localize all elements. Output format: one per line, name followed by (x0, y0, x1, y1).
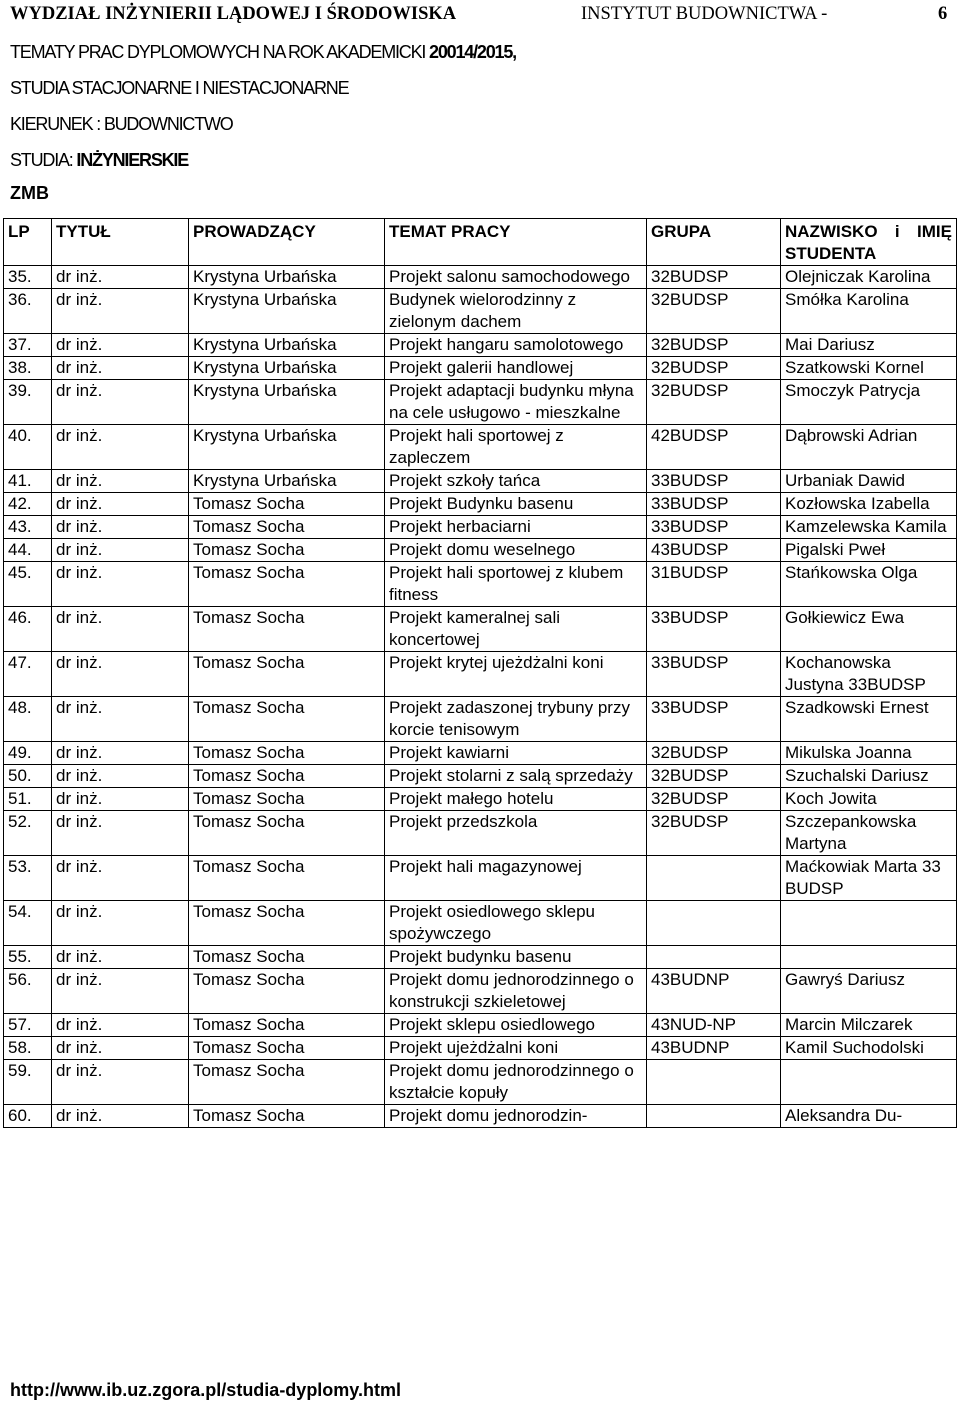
cell-group (647, 946, 781, 969)
cell-student: Kochanowska Justyna 33BUDSP (781, 652, 957, 697)
cell-student: Maćkowiak Marta 33 BUDSP (781, 856, 957, 901)
cell-lp: 56. (4, 969, 52, 1014)
cell-title: dr inż. (52, 765, 189, 788)
cell-student: Stańkowska Olga (781, 562, 957, 607)
cell-topic: Projekt stolarni z salą sprzedaży (385, 765, 647, 788)
cell-supervisor: Tomasz Socha (189, 946, 385, 969)
cell-lp: 36. (4, 289, 52, 334)
cell-group: 32BUDSP (647, 765, 781, 788)
cell-topic: Projekt herbaciarni (385, 516, 647, 539)
cell-lp: 57. (4, 1014, 52, 1037)
cell-lp: 60. (4, 1105, 52, 1128)
faculty-name: WYDZIAŁ INŻYNIERII LĄDOWEJ I ŚRODOWISKA (10, 4, 457, 24)
academic-year: 20014/2015, (429, 42, 516, 62)
cell-lp: 39. (4, 380, 52, 425)
cell-supervisor: Tomasz Socha (189, 1060, 385, 1105)
table-row (4, 1105, 957, 1128)
cell-topic: Projekt domu jednorodzin- (385, 1105, 647, 1128)
cell-topic: Projekt hali sportowej z klubem fitness (385, 562, 647, 607)
heading-level (10, 150, 188, 171)
cell-supervisor: Krystyna Urbańska (189, 425, 385, 470)
table-row (4, 539, 957, 562)
cell-lp: 37. (4, 334, 52, 357)
cell-group: 33BUDSP (647, 652, 781, 697)
cell-lp: 43. (4, 516, 52, 539)
cell-student (781, 1060, 957, 1105)
cell-lp: 44. (4, 539, 52, 562)
cell-student: Olejniczak Karolina (781, 266, 957, 289)
table-row (4, 811, 957, 856)
cell-title: dr inż. (52, 289, 189, 334)
footer-url: http://www.ib.uz.zgora.pl/studia-dyplomy.html (10, 1380, 401, 1400)
cell-group: 43NUD-NP (647, 1014, 781, 1037)
table-row (4, 901, 957, 946)
cell-supervisor: Tomasz Socha (189, 742, 385, 765)
cell-group (647, 1105, 781, 1128)
cell-student: Szuchalski Dariusz (781, 765, 957, 788)
table-row (4, 266, 957, 289)
table-row (4, 697, 957, 742)
cell-title: dr inż. (52, 266, 189, 289)
heading-topics (10, 42, 516, 63)
cell-student: Smoczyk Patrycja (781, 380, 957, 425)
cell-group: 32BUDSP (647, 788, 781, 811)
cell-lp: 42. (4, 493, 52, 516)
heading-field: KIERUNEK : BUDOWNICTWO (10, 114, 233, 134)
cell-supervisor: Krystyna Urbańska (189, 380, 385, 425)
cell-student: Szatkowski Kornel (781, 357, 957, 380)
cell-title: dr inż. (52, 380, 189, 425)
cell-lp: 38. (4, 357, 52, 380)
cell-topic: Projekt małego hotelu (385, 788, 647, 811)
cell-student: Szczepankowska Martyna (781, 811, 957, 856)
cell-lp: 35. (4, 266, 52, 289)
cell-topic: Projekt osiedlowego sklepu spożywczego (385, 901, 647, 946)
cell-group: 32BUDSP (647, 811, 781, 856)
cell-topic: Projekt zadaszonej trybuny przy korcie tenisowym (385, 697, 647, 742)
table-row (4, 946, 957, 969)
cell-group: 32BUDSP (647, 380, 781, 425)
heading-study-mode: STUDIA STACJONARNE I NIESTACJONARNE (10, 78, 349, 98)
table-row (4, 380, 957, 425)
table-row (4, 357, 957, 380)
cell-group: 43BUDNP (647, 1037, 781, 1060)
table-row (4, 856, 957, 901)
cell-topic: Projekt hali magazynowej (385, 856, 647, 901)
cell-student: Kozłowska Izabella (781, 493, 957, 516)
cell-lp: 58. (4, 1037, 52, 1060)
cell-group: 42BUDSP (647, 425, 781, 470)
cell-title: dr inż. (52, 425, 189, 470)
cell-title: dr inż. (52, 901, 189, 946)
cell-supervisor: Krystyna Urbańska (189, 266, 385, 289)
cell-lp: 49. (4, 742, 52, 765)
cell-supervisor: Tomasz Socha (189, 652, 385, 697)
cell-title: dr inż. (52, 470, 189, 493)
col-header-supervisor: PROWADZĄCY (189, 219, 385, 266)
cell-group: 32BUDSP (647, 334, 781, 357)
cell-supervisor: Tomasz Socha (189, 607, 385, 652)
cell-supervisor: Tomasz Socha (189, 1037, 385, 1060)
table-row (4, 607, 957, 652)
cell-group: 32BUDSP (647, 742, 781, 765)
cell-topic: Projekt budynku basenu (385, 946, 647, 969)
cell-lp: 46. (4, 607, 52, 652)
table-row (4, 1060, 957, 1105)
cell-lp: 41. (4, 470, 52, 493)
cell-topic: Projekt kawiarni (385, 742, 647, 765)
cell-group (647, 901, 781, 946)
page-header (10, 4, 955, 26)
cell-student: Aleksandra Du- (781, 1105, 957, 1128)
cell-topic: Projekt krytej ujeżdżalni koni (385, 652, 647, 697)
cell-student: Gawryś Dariusz (781, 969, 957, 1014)
cell-title: dr inż. (52, 493, 189, 516)
cell-title: dr inż. (52, 334, 189, 357)
table-row (4, 425, 957, 470)
cell-topic: Projekt sklepu osiedlowego (385, 1014, 647, 1037)
cell-group: 33BUDSP (647, 470, 781, 493)
cell-student: Kamzelewska Kamila (781, 516, 957, 539)
table-row (4, 1037, 957, 1060)
cell-supervisor: Tomasz Socha (189, 539, 385, 562)
cell-supervisor: Tomasz Socha (189, 1105, 385, 1128)
cell-lp: 59. (4, 1060, 52, 1105)
cell-group (647, 856, 781, 901)
cell-student: Gołkiewicz Ewa (781, 607, 957, 652)
table-row (4, 1014, 957, 1037)
cell-topic: Projekt szkoły tańca (385, 470, 647, 493)
cell-student: Szadkowski Ernest (781, 697, 957, 742)
table-row (4, 562, 957, 607)
cell-title: dr inż. (52, 946, 189, 969)
cell-supervisor: Tomasz Socha (189, 562, 385, 607)
cell-title: dr inż. (52, 742, 189, 765)
cell-group: 33BUDSP (647, 516, 781, 539)
cell-group: 31BUDSP (647, 562, 781, 607)
table-row (4, 788, 957, 811)
cell-student: Urbaniak Dawid (781, 470, 957, 493)
cell-title: dr inż. (52, 562, 189, 607)
cell-student: Mikulska Joanna (781, 742, 957, 765)
col-header-lp: LP (4, 219, 52, 266)
cell-supervisor: Tomasz Socha (189, 901, 385, 946)
cell-title: dr inż. (52, 811, 189, 856)
cell-title: dr inż. (52, 539, 189, 562)
cell-student (781, 901, 957, 946)
cell-topic: Projekt domu weselnego (385, 539, 647, 562)
col-header-group: GRUPA (647, 219, 781, 266)
cell-topic: Budynek wielorodzinny z zielonym dachem (385, 289, 647, 334)
cell-lp: 48. (4, 697, 52, 742)
cell-topic: Projekt przedszkola (385, 811, 647, 856)
cell-lp: 54. (4, 901, 52, 946)
cell-topic: Projekt ujeżdżalni koni (385, 1037, 647, 1060)
cell-title: dr inż. (52, 1105, 189, 1128)
department-code: ZMB (10, 183, 49, 203)
cell-student: Koch Jowita (781, 788, 957, 811)
cell-supervisor: Tomasz Socha (189, 856, 385, 901)
heading-topics-text: TEMATY PRAC DYPLOMOWYCH NA ROK AKADEMICKI (10, 42, 426, 62)
cell-title: dr inż. (52, 969, 189, 1014)
cell-title: dr inż. (52, 788, 189, 811)
table-row (4, 742, 957, 765)
cell-title: dr inż. (52, 652, 189, 697)
table-header-row (4, 219, 957, 266)
cell-group: 43BUDNP (647, 969, 781, 1014)
cell-group: 43BUDSP (647, 539, 781, 562)
table-row (4, 765, 957, 788)
table-row (4, 493, 957, 516)
cell-student: Pigalski Pweł (781, 539, 957, 562)
cell-student: Mai Dariusz (781, 334, 957, 357)
heading-level-value: INŻYNIERSKIE (76, 150, 189, 170)
cell-lp: 47. (4, 652, 52, 697)
cell-topic: Projekt galerii handlowej (385, 357, 647, 380)
cell-lp: 52. (4, 811, 52, 856)
cell-lp: 45. (4, 562, 52, 607)
cell-supervisor: Tomasz Socha (189, 516, 385, 539)
cell-student: Kamil Suchodolski (781, 1037, 957, 1060)
cell-student (781, 946, 957, 969)
table-row (4, 516, 957, 539)
cell-topic: Projekt kameralnej sali koncertowej (385, 607, 647, 652)
cell-supervisor: Tomasz Socha (189, 969, 385, 1014)
col-header-topic: TEMAT PRACY (385, 219, 647, 266)
cell-supervisor: Tomasz Socha (189, 765, 385, 788)
cell-lp: 51. (4, 788, 52, 811)
cell-lp: 53. (4, 856, 52, 901)
cell-student: Marcin Milczarek (781, 1014, 957, 1037)
table-row (4, 652, 957, 697)
cell-supervisor: Krystyna Urbańska (189, 357, 385, 380)
cell-student: Smółka Karolina (781, 289, 957, 334)
cell-topic: Projekt hali sportowej z zapleczem (385, 425, 647, 470)
institute-name: INSTYTUT BUDOWNICTWA - (581, 4, 828, 24)
cell-topic: Projekt domu jednorodzinnego o kształcie kopuły (385, 1060, 647, 1105)
cell-title: dr inż. (52, 856, 189, 901)
cell-topic: Projekt hangaru samolotowego (385, 334, 647, 357)
table-row (4, 289, 957, 334)
cell-student: Dąbrowski Adrian (781, 425, 957, 470)
cell-title: dr inż. (52, 1014, 189, 1037)
cell-group: 33BUDSP (647, 697, 781, 742)
cell-title: dr inż. (52, 357, 189, 380)
cell-topic: Projekt Budynku basenu (385, 493, 647, 516)
cell-topic: Projekt domu jednorodzinnego o konstrukcji szkieletowej (385, 969, 647, 1014)
cell-topic: Projekt salonu samochodowego (385, 266, 647, 289)
cell-lp: 55. (4, 946, 52, 969)
cell-supervisor: Krystyna Urbańska (189, 289, 385, 334)
cell-title: dr inż. (52, 1037, 189, 1060)
table-row (4, 969, 957, 1014)
col-header-title: TYTUŁ (52, 219, 189, 266)
table-row (4, 334, 957, 357)
cell-title: dr inż. (52, 1060, 189, 1105)
cell-supervisor: Tomasz Socha (189, 697, 385, 742)
heading-level-prefix: STUDIA: (10, 150, 73, 170)
cell-title: dr inż. (52, 607, 189, 652)
col-header-student: NAZWISKO i IMIĘ STUDENTA (781, 219, 957, 266)
table-row (4, 470, 957, 493)
cell-lp: 50. (4, 765, 52, 788)
cell-group: 33BUDSP (647, 493, 781, 516)
cell-group: 32BUDSP (647, 266, 781, 289)
cell-group (647, 1060, 781, 1105)
cell-group: 33BUDSP (647, 607, 781, 652)
cell-topic: Projekt adaptacji budynku młyna na cele usługowo - mieszkalne (385, 380, 647, 425)
cell-group: 32BUDSP (647, 289, 781, 334)
cell-group: 32BUDSP (647, 357, 781, 380)
cell-supervisor: Krystyna Urbańska (189, 470, 385, 493)
cell-supervisor: Tomasz Socha (189, 811, 385, 856)
cell-lp: 40. (4, 425, 52, 470)
cell-title: dr inż. (52, 516, 189, 539)
table-body (4, 266, 957, 1128)
cell-title: dr inż. (52, 697, 189, 742)
page-number: 6 (938, 4, 948, 24)
cell-supervisor: Tomasz Socha (189, 1014, 385, 1037)
thesis-topics-table (3, 218, 957, 1128)
cell-supervisor: Krystyna Urbańska (189, 334, 385, 357)
cell-supervisor: Tomasz Socha (189, 788, 385, 811)
cell-supervisor: Tomasz Socha (189, 493, 385, 516)
